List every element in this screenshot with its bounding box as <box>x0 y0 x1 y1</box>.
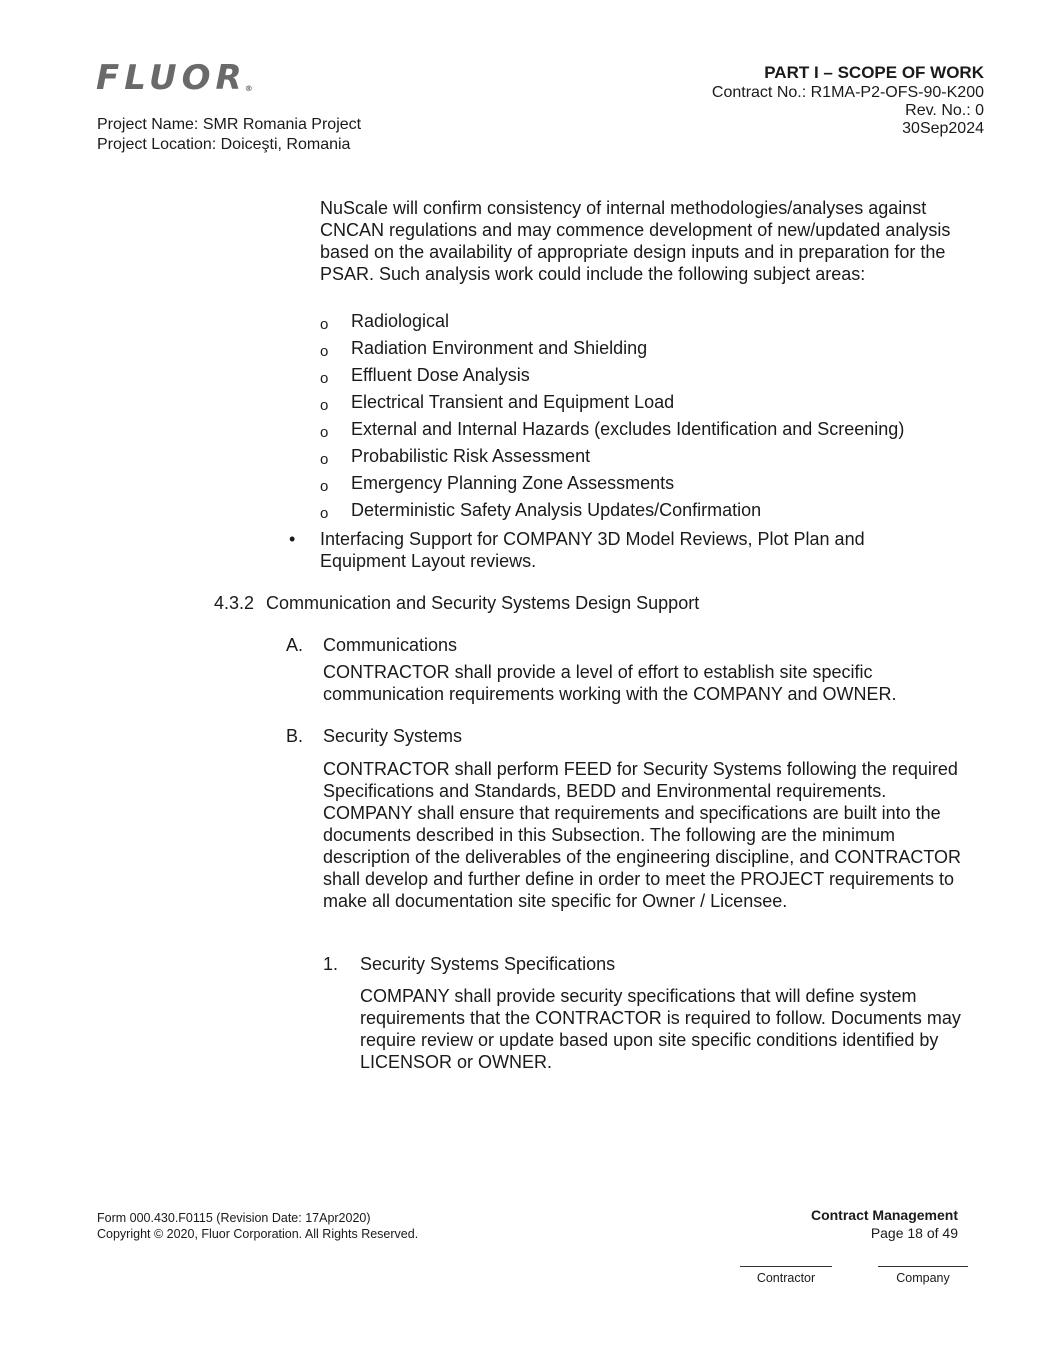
list-item: External and Internal Hazards (excludes Identification and Screening) <box>351 419 905 439</box>
sub-bullet-marker: o <box>320 478 329 495</box>
sub-bullet-marker: o <box>320 451 329 468</box>
sub-bullet-marker: o <box>320 343 329 360</box>
item-b-title: Security Systems <box>323 726 463 746</box>
signature-line <box>878 1266 968 1267</box>
sub-bullet-marker: o <box>320 370 329 387</box>
list-item: Deterministic Safety Analysis Updates/Confirmation <box>351 500 762 520</box>
signature-line <box>740 1266 832 1267</box>
item-a-text: CONTRACTOR shall provide a level of effort to establish site specific communication requirements working with the COMPANY and OWNER. <box>323 662 897 704</box>
item-1-title: Security Systems Specifications <box>360 954 616 974</box>
logo-text: FLUOR <box>96 58 247 98</box>
registered-mark: ® <box>244 83 253 93</box>
intro-paragraph: NuScale will confirm consistency of internal methodologies/analyses against CNCAN regulations and may commence development of new/updated analysis based on the availability of appropriate design inputs and in preparation for the PSAR. Such analysis work could include the following subject areas: <box>320 198 951 284</box>
form-number: Form 000.430.F0115 (Revision Date: 17Apr2020) <box>97 1211 371 1225</box>
project-name: Project Name: SMR Romania Project <box>97 116 362 133</box>
page-number: Page 18 of 49 <box>870 1225 958 1241</box>
sub-bullet-marker: o <box>320 424 329 441</box>
contractor-signature <box>740 1266 832 1285</box>
list-item: Electrical Transient and Equipment Load <box>351 392 675 412</box>
footer-right <box>811 1206 958 1242</box>
document-date: 30Sep2024 <box>902 120 984 137</box>
project-location: Project Location: Doiceşti, Romania <box>97 136 351 153</box>
sub-bullet-marker: o <box>320 316 329 333</box>
copyright: Copyright © 2020, Fluor Corporation. All Rights Reserved. <box>97 1227 419 1241</box>
item-b-text: CONTRACTOR shall perform FEED for Security Systems following the required Specifications and Standards, BEDD and Environmental requirements. COMPANY shall ensure that requirements and specifications are built into the documents described in this Subsection. The following are the minimum description of the deliverables of the engineering discipline, and CONTRACTOR shall develop and further define in order to meet the PROJECT requirements to make all documentation site specific for Owner / Licensee. <box>323 759 961 911</box>
list-item: Radiation Environment and Shielding <box>351 338 648 358</box>
item-a-label: A. <box>286 635 304 655</box>
section-title: Communication and Security Systems Design Support <box>266 593 700 613</box>
list-item: Emergency Planning Zone Assessments <box>351 473 675 493</box>
bullet-marker: • <box>289 529 296 549</box>
list-item: Probabilistic Risk Assessment <box>351 446 591 466</box>
item-1-label: 1. <box>323 954 339 974</box>
footer-left <box>97 1210 418 1242</box>
revision-number: Rev. No.: 0 <box>905 102 984 119</box>
item-b-label: B. <box>286 726 304 746</box>
part-title: PART I – SCOPE OF WORK <box>764 63 984 82</box>
interfacing-support-bullet: Interfacing Support for COMPANY 3D Model Reviews, Plot Plan and Equipment Layout reviews. <box>320 529 865 571</box>
signature-label: Contractor <box>756 1271 816 1285</box>
sub-bullet-marker: o <box>320 397 329 414</box>
item-a-title: Communications <box>323 635 458 655</box>
contract-number: Contract No.: R1MA-P2-OFS-90-K200 <box>711 84 984 101</box>
fluor-logo <box>96 58 255 98</box>
header-right-block <box>712 64 984 138</box>
section-number: 4.3.2 <box>214 593 255 613</box>
item-1-text: COMPANY shall provide security specifications that will define system requirements that the CONTRACTOR is required to follow. Documents may require review or update based upon site specific conditions identified by LICENSOR or OWNER. <box>360 986 961 1072</box>
sub-bullet-marker: o <box>320 505 329 522</box>
company-signature <box>878 1266 968 1285</box>
list-item: Effluent Dose Analysis <box>351 365 530 385</box>
list-item: Radiological <box>351 311 450 331</box>
department-name: Contract Management <box>810 1207 958 1223</box>
signature-label: Company <box>896 1271 950 1285</box>
